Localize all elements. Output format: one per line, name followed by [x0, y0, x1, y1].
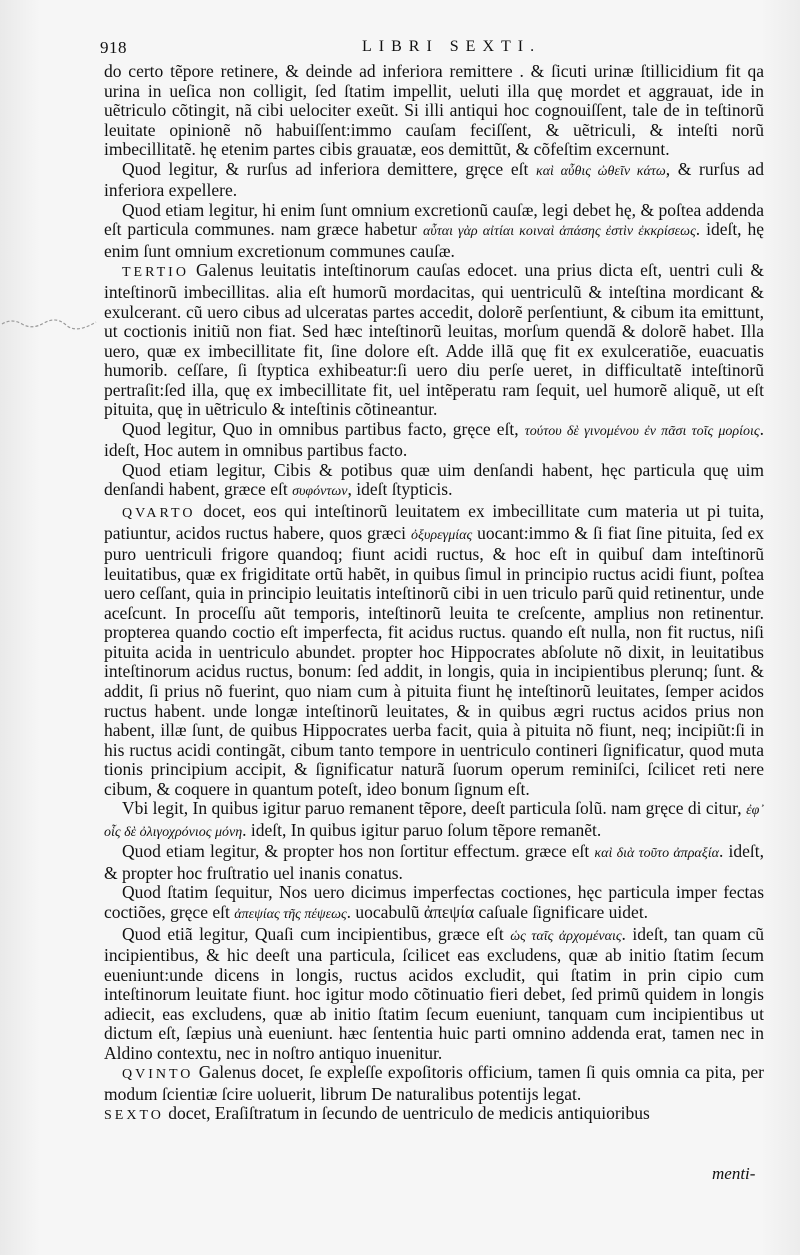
section-lead-word: SEXTO	[104, 1108, 164, 1124]
greek-quotation: αὗται γὰρ αἰτίαι κοιναὶ ἁπάσης ἐστὶν ἐκκρίσεως	[422, 224, 696, 240]
greek-quotation: ὀξυρεγμίας	[411, 527, 473, 543]
paragraph	[104, 1063, 764, 1104]
paragraph	[104, 261, 764, 419]
paragraph	[104, 201, 764, 262]
paragraph	[104, 502, 764, 799]
page-header	[92, 38, 772, 62]
paragraph	[104, 883, 764, 924]
paragraph-text: Vbi legit, In quibus igitur paruo remanent tẽpore, deeſt particula ſolũ. nam gręce di citur,	[122, 798, 742, 819]
paragraph-text: Quod ſtatim ſequitur, Nos uero dicimus imperfectas coctiones, hęc particula imper fectas coctiões, gręce eſt	[104, 882, 764, 922]
greek-quotation: ἐφ᾽ οἷς δὲ ὀλιγοχρόνιος μόνη	[104, 803, 764, 840]
section-lead-word: TERTIO	[122, 265, 189, 281]
paragraph-text-tail: . ideſt, hę enim ſunt omnium excretionum communes cauſæ.	[104, 219, 765, 261]
paragraph-text: Galenus docet, ſe expleſſe expoſitoris officium, tamen ſi quis omnia ca pita, per modum ſcientiæ ſcire uoluerit, librum De naturalibus potentijs legat.	[104, 1062, 764, 1104]
paragraph-text: docet, eos qui inteſtinorũ leuitatem ex imbecillitate cum materia ut pi tuita, patiuntur, acidos ructus habere, quos græci	[104, 501, 764, 543]
paragraph-text-tail: . ideſt, Hoc autem in omnibus partibus facto.	[104, 418, 764, 461]
page-number: 918	[100, 38, 127, 57]
paragraph	[104, 420, 764, 461]
paragraph-text-tail: uocant:immo & ſi fiat ſine pituita, ſed ex puro uentriculi frigore quandoq; fiunt acidi ructus, & hoc eſt in quibuſ dam inteſtinorũ leuitatibus, quæ ex frigiditate ortũ habẽt, in quibus ſimul in principio ructus acidi fiunt, poſtea uero ceſſant, quia in principio leuitatis inteſtinorũ cibi in uen triculo parũ quid retinentur, unde aceſcunt. In proceſſu aũt temporis, inteſtinorũ leuita te creſcente, amplius non retinentur. propterea quando coctio eſt imperfecta, fit acidus ructus. quando eſt nulla, non fit ructus, niſi pituita acida in uentriculo abundet. propter hoc Hippocrates abſolute nõ dixit, in leuitatibus inteſtinorum acidus ructus, bonum: ſed addit, in longis, quia in incipientibus plerunq; ſunt. & addit, ſi prius nõ fuerint, quo niam cum à pituita fiunt hę inteſtinorũ leuitates, ſemper acidos ructus habent. unde longæ inteſtinorũ leuitates, & in quibus ægri ructus acidos prius non habent, illæ ſunt, de quibus Hippocrates uerba facit, quia à pituita nõ fiunt, neq; incipiũt:ſi in his ructus acidi contingãt, cibum tanto tempore in uentriculo contineri ſignificatur, quod muta tionis principium accipit, & ſignificatur naturã ſuorum operum reminiſci, ſcilicet reti nere cibum, & coquere in quantum poteſt, ideo bonum ſignum eſt.	[104, 522, 765, 799]
paragraph	[104, 160, 764, 201]
paragraph	[104, 1104, 764, 1126]
paragraph-text: Galenus leuitatis inteſtinorum cauſas edocet. una prius dicta eſt, uentri culi & inteſtinorũ imbecillitas. alia eſt humorũ mordacitas, qui uentriculũ & inteſtina mordicant & exulcerant. cũ uero cibus ad ulceratas partes accedit, dolorẽ perſentiunt, & cibum ita emittunt, ut coctionis initiũ non fiat. Sed hæc inteſtinorũ leuitas, morſum quendã & dolorẽ habet. Illa uero, quæ ex imbecillitate fit, ſine dolore eſt. Adde illã quę fit ex exulceratiõe, euacuatis humorib. ceſſare, ſi ſtyptica exhibeatur:ſi uero diu perſe ueret, in difficultatẽ inteſtinorũ pertraſit:ſed illa, quę ex imbecillitate fit, uel intẽperatu ram ſequit, uel humorẽ aliquẽ, ut eſt pituita, quę in uẽtriculo & inteſtinis cõtineantur.	[104, 260, 764, 420]
paragraph	[104, 62, 764, 160]
paragraph-text: Quod legitur, & rurſus ad inferiora demittere, gręce eſt	[122, 158, 529, 179]
margin-ink-smudge	[0, 312, 100, 334]
paragraph-text-tail: . uocabulũ ἀπεψία caſuale ſignificare uidet.	[346, 901, 649, 922]
greek-quotation: τούτου δὲ γινομένου ἐν πᾶσι τοῖς μορίοις	[524, 423, 760, 439]
paragraph	[104, 799, 764, 842]
paragraph-text-tail: . ideſt, tan quam cũ incipientibus, & hic deeſt una particula, ſcilicet eas excludens, quæ ab initio ſtatim ſecum eueniunt:unde dicens in longis, ructus acidos excludit, qui ſtatim in prin cipio cum inteſtinorum leuitate fiunt. hoc igitur modo cõtinuatio fieri debet, ſed primũ quidem in longis adiecit, eas excludens, quæ ab initio ſtatim ſecum eueniunt, tanquam cum incipientibus ut dictum eſt, ſæpius unà eueniunt. hæc ſententia huic parti omnino addenda erat, tamen nec in Aldino contextu, nec in noſtro antiquo inuenitur.	[104, 923, 764, 1063]
paragraph-text-tail: , ideſt ſtypticis.	[347, 479, 453, 500]
paragraph	[104, 842, 764, 883]
catchword: menti-	[712, 1164, 756, 1183]
paragraph-text: docet, Eraſiſtratum in ſecundo de uentriculo de medicis antiquioribus	[163, 1103, 650, 1124]
section-lead-word: QVINTO	[122, 1067, 194, 1083]
greek-quotation: καὶ αὖθις ὠθεῖν κάτω	[535, 163, 666, 179]
paragraph-text: Quod etiam legitur, Cibis & potibus quæ uim denſandi habent, hęc particula quę uim denſandi habent, græce eſt	[104, 459, 764, 500]
greek-quotation: ὡς ταῖς ἀρχομέναις	[510, 928, 622, 944]
running-head: LIBRI SEXTI.	[362, 38, 542, 55]
paragraph-text: do certo tẽpore retinere, & deinde ad inferiora remittere . & ſicuti urinæ ſtillicidium fit qa urina in ueſica non colligit, ſed ſtatim impellit, ueluti illa quę mordet et aggrauat, ide in uẽtriculo cõtingit, nã cibi uelociter exeũt. Si illi antiqui hoc cognouiſſent, tale de in teſtinorũ leuitate opinionẽ nõ habuiſſent:immo cauſam feciſſent, & uẽtriculi, & inteſti norũ imbecillitatẽ. hę etenim partes cibis grauatæ, eos demittũt, & cõfeſtim excernunt.	[104, 61, 764, 160]
greek-quotation: συφόντων	[292, 484, 348, 500]
paragraph-text-tail: . ideſt, In quibus igitur paruo ſolum tẽpore remanẽt.	[242, 819, 602, 840]
paragraph-text-tail: , & rurſus ad inferiora expellere.	[104, 158, 764, 201]
paragraph-text: Quod etiam legitur, & propter hos non ſortitur effectum. græce eſt	[122, 841, 590, 862]
body-text	[104, 62, 764, 1126]
paragraph-text: Quod legitur, Quo in omnibus partibus facto, gręce eſt,	[122, 418, 519, 439]
section-lead-word: QVARTO	[122, 506, 196, 522]
greek-quotation: καὶ διὰ τοῦτο ἀπραξία	[594, 846, 719, 862]
paragraph-text: Quod etiã legitur, Quaſi cum incipientibus, græce eſt	[122, 923, 504, 944]
paragraph	[104, 925, 764, 1064]
paragraph	[104, 461, 764, 502]
paragraph-text: Quod etiam legitur, hi enim ſunt omnium excretionũ cauſæ, legi debet hę, & poſtea addenda eſt particula communes. nam græce habetur	[104, 199, 764, 240]
paragraph-text-tail: . ideſt, & propter hoc fruſtratio uel inanis conatus.	[104, 841, 764, 883]
greek-quotation: ἀπεψίας τῆς πέψεως	[234, 906, 347, 922]
